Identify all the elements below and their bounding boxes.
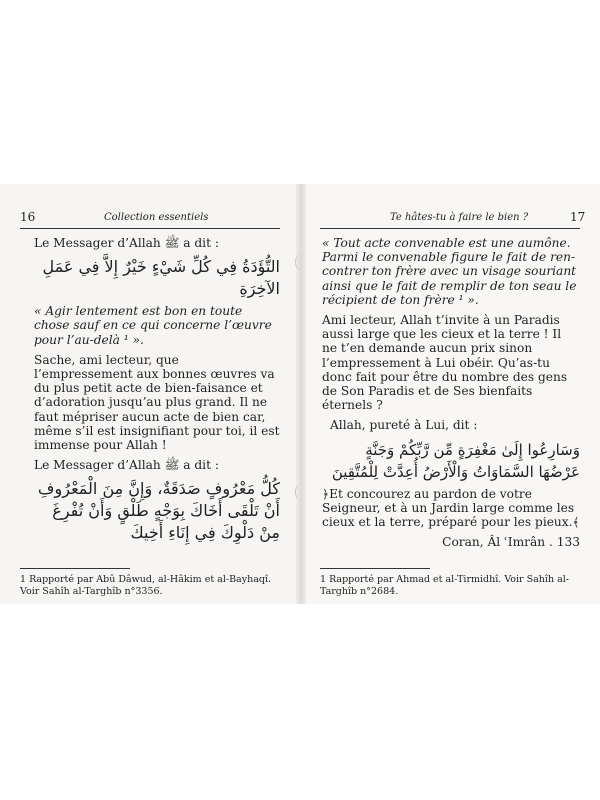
left-page-number: 16 <box>20 210 36 224</box>
right-header-rule <box>320 228 580 229</box>
right-body <box>322 236 580 555</box>
right-page-number: 17 <box>570 210 586 224</box>
right-page <box>300 184 600 604</box>
right-paragraph: Ami lecteur, Allah t’invite à un Paradis aussi large que les cieux et la terre ! Il ne t’en demande aucun prix sinon l’empressement à Lui obéir. Qu’as-tu donc fait pour être du nombre des gens de Son Paradis et de Ses bienfaits éternels ? <box>322 313 568 413</box>
right-footnote-rule <box>320 568 430 569</box>
hadith-translation-1: « Agir lentement est bon en toute chose sauf en ce qui concerne l’œuvre pour l’au-delà ¹ ». <box>34 304 272 347</box>
quran-citation: Coran, Âl ʿImrân . 133 <box>442 535 580 550</box>
arabic-hadith-2: كُلُّ مَعْرُوفٍ صَدَقَةٌ، وَإِنَّ مِنَ الْمَعْرُوفِ أَنْ تَلْقَى أَخَاكَ بِوَجْهٍ طَلْقٍ وَأَنْ تُفْرِغَ مِنْ دَلْوِكَ فِي إِنَاءِ أَخِيكَ <box>37 479 280 543</box>
left-running-title: Collection essentiels <box>104 212 209 223</box>
arabic-hadith-1: التُّؤَدَةُ فِي كُلِّ شَيْءٍ خَيْرٌ إِلاَّ فِي عَمَلِ الآخِرَةِ <box>42 257 280 299</box>
left-paragraph: Sache, ami lecteur, que l’empressement aux bonnes œuvres va du plus petit acte de bien-faisance et d’adoration jusqu’au plus grand. Il ne faut mépriser aucun acte de bien car, même s’il est insignifiant pour toi, il est immense pour Allah ! <box>34 352 280 453</box>
book-gutter <box>296 184 306 604</box>
binding-thread <box>295 254 306 270</box>
verse-intro: Allah, pureté à Lui, dit : <box>330 418 478 433</box>
hadith-intro-1: Le Messager d’Allah ﷺ a dit : <box>34 236 219 250</box>
left-header-rule <box>20 228 280 229</box>
left-page <box>0 184 300 604</box>
hadith-translation-2: « Tout acte convenable est une aumône. Parmi le convenable figure le fait de ren-contrer ton frère avec un visage souriant ainsi que le fait de remplir de ton seau le récipient de ton frère ¹ ». <box>322 236 577 307</box>
right-running-title: Te hâtes-tu à faire le bien ? <box>390 212 529 223</box>
left-footnote: 1 Rapporté par Abû Dâwud, al-Hâkim et al-Bayhaqî. Voir Sahîh al-Targhîb n°3356. <box>20 574 272 597</box>
right-footnote: 1 Rapporté par Ahmad et al-Tirmidhî. Voir Sahîh al-Targhîb n°2684. <box>320 574 569 597</box>
left-footnote-rule <box>20 568 130 569</box>
book-spread <box>0 184 600 604</box>
verse-translation: ﴿Et concourez au pardon de votre Seigneur, et à un Jardin large comme les cieux et la terre, préparé pour les pieux.﴾ <box>322 486 580 530</box>
binding-thread <box>295 484 306 500</box>
hadith-intro-2: Le Messager d’Allah ﷺ a dit : <box>34 458 219 473</box>
arabic-verse: وَسَارِعُوا إِلَىٰ مَغْفِرَةٍ مِّن رَّبِّكُمْ وَجَنَّةٍ عَرْضُهَا السَّمَاوَاتُ وَالْأَرْضُ أُعِدَّتْ لِلْمُتَّقِينَ <box>331 440 580 481</box>
left-body <box>34 236 280 548</box>
